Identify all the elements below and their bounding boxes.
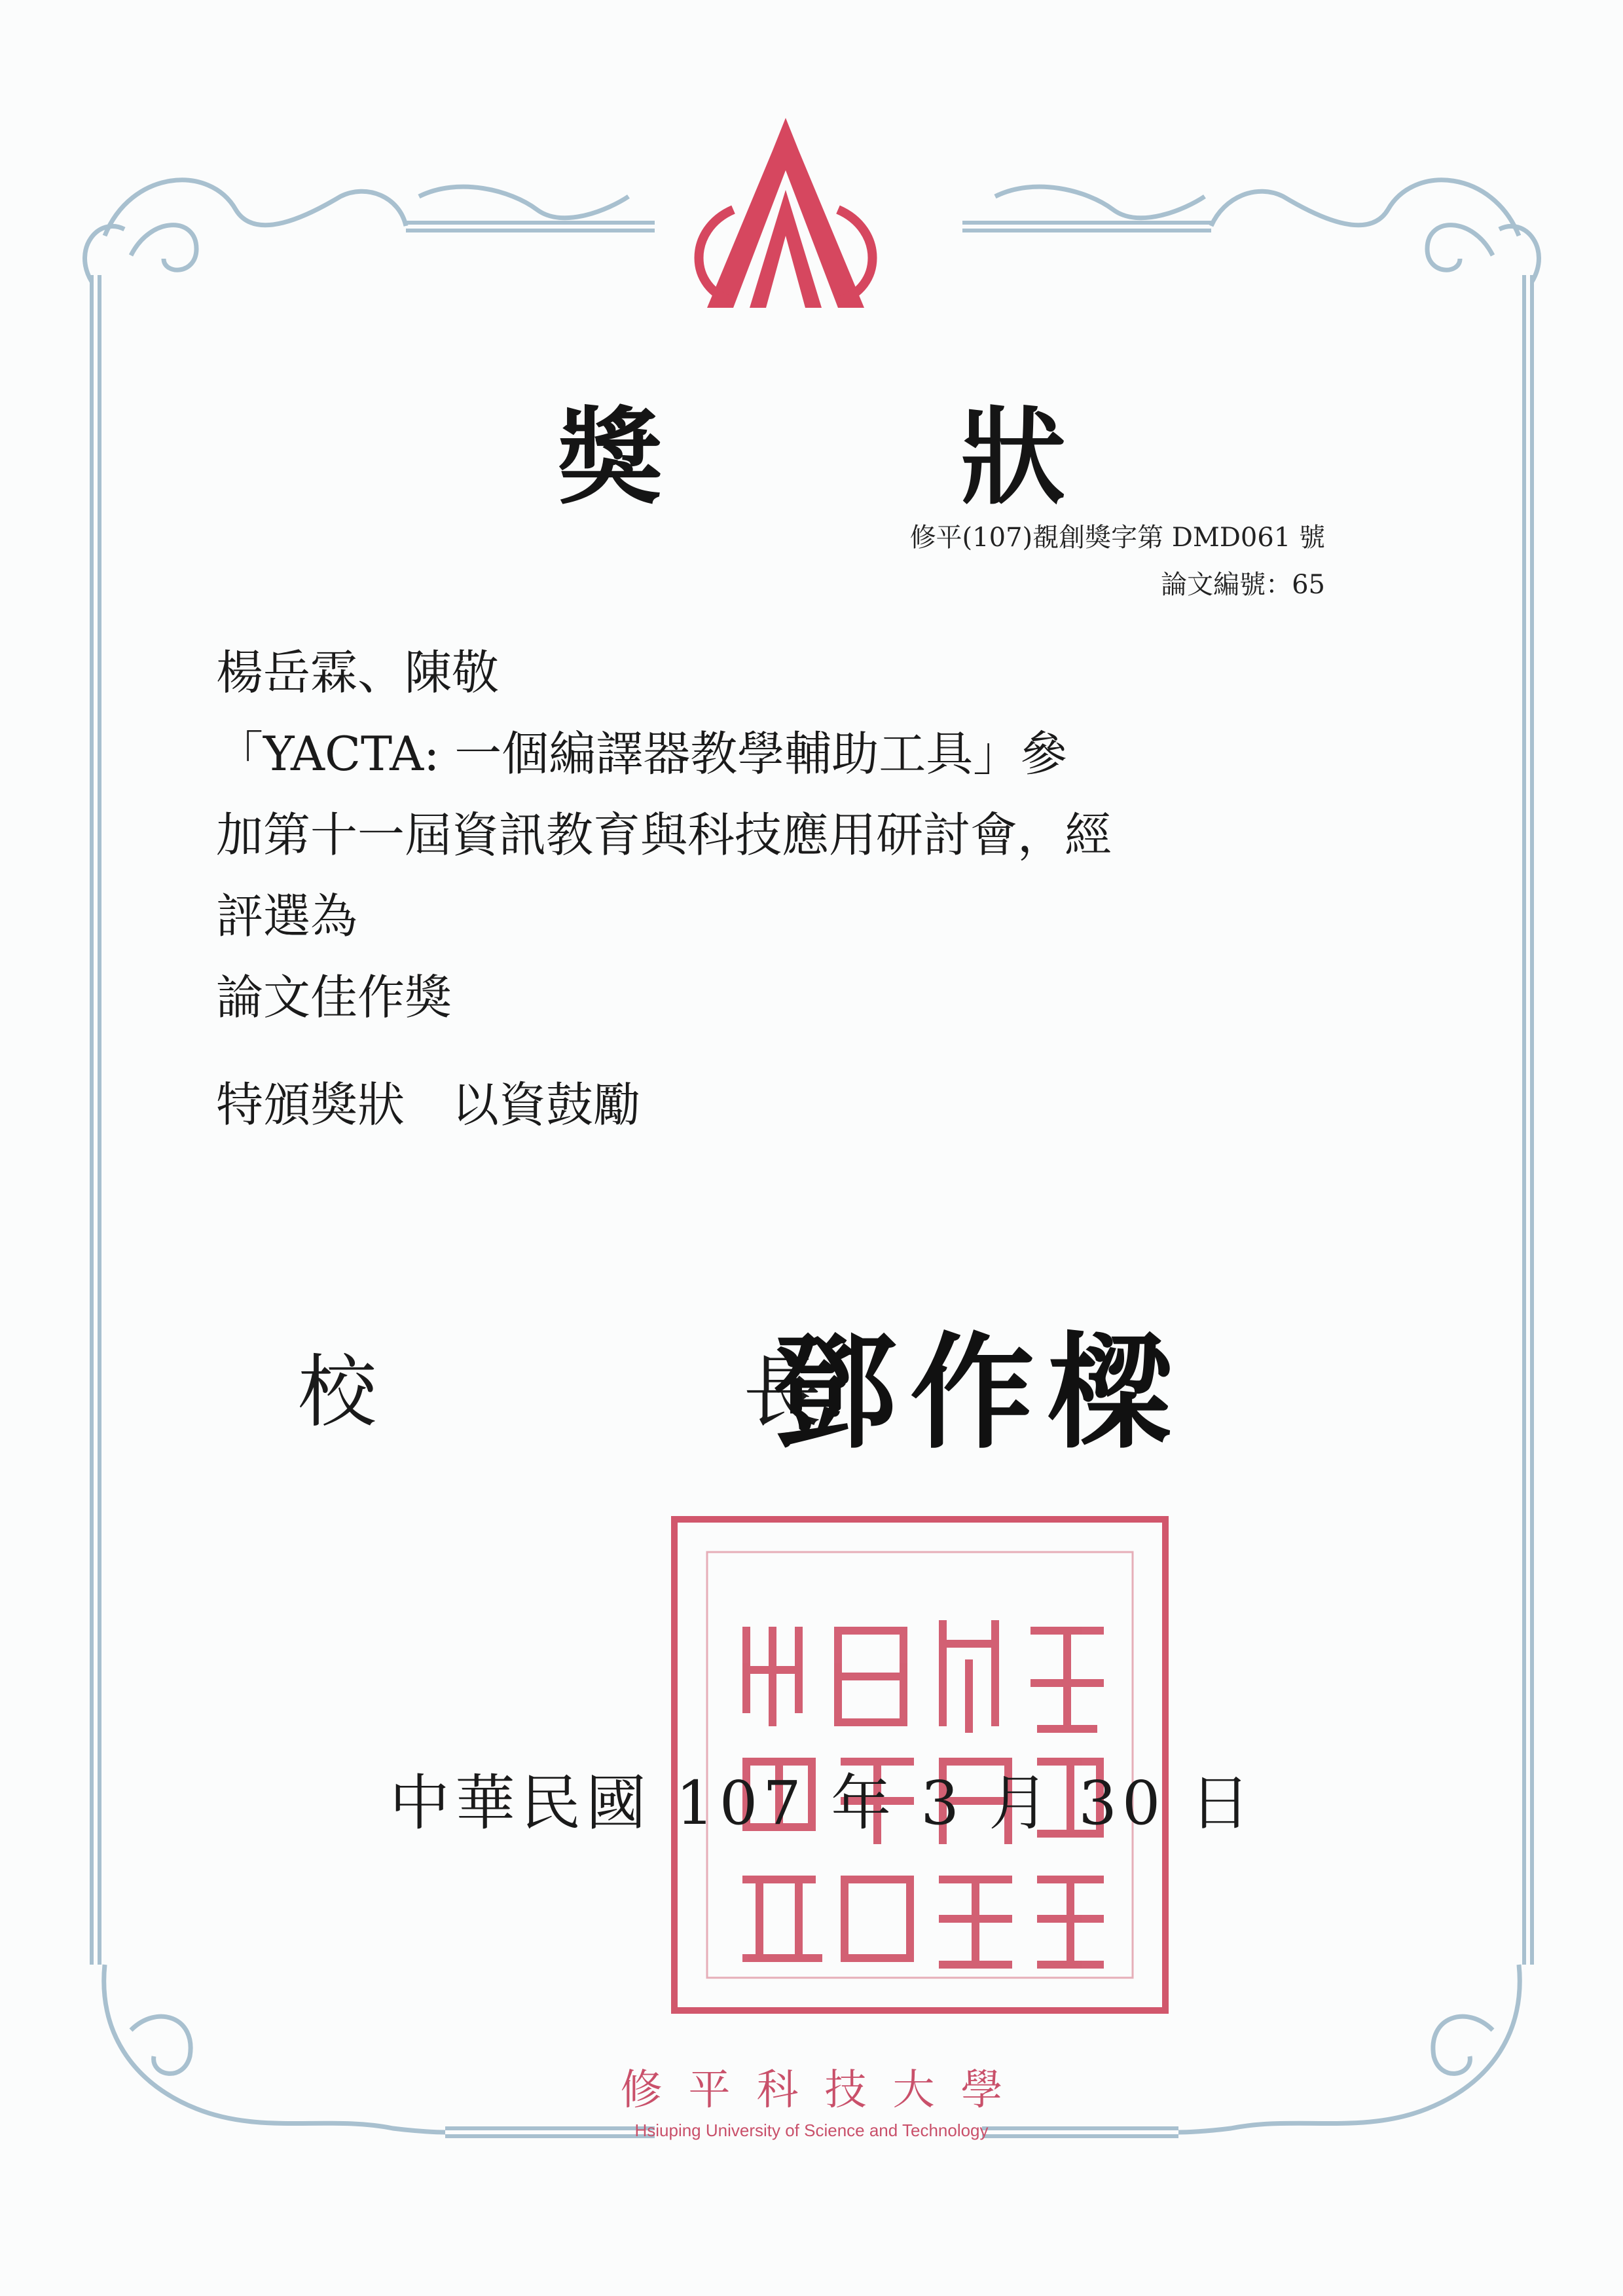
body-line: 評選為 — [216, 889, 358, 944]
reference-number — [910, 514, 1325, 608]
body-line: 加第十一屆資訊教育與科技應用研討會，經 — [216, 807, 1112, 862]
university-name-english: Hsiuping University of Science and Technology — [634, 2120, 989, 2140]
university-logo — [674, 111, 897, 321]
president-signature: 鄧作樑 — [773, 1320, 1186, 1466]
closing-text: 特頒獎狀 以資鼓勵 — [216, 1077, 641, 1132]
president-label: 校 長 — [298, 1347, 966, 1438]
paper-number: 論文編號：65 — [1161, 570, 1325, 600]
certificate-title: 獎 狀 — [557, 396, 1197, 519]
issue-date: 中華民國 107 年 3 月 30 日 — [390, 1768, 1256, 1838]
body-line: 「YACTA: 一個編譯器教學輔助工具」參 — [216, 726, 1068, 781]
certificate-body — [216, 632, 1355, 1145]
recipients: 楊岳霖、陳敬 — [216, 645, 500, 700]
document-number: 修平(107)覩創獎字第 DMD061 號 — [909, 523, 1325, 553]
award-name: 論文佳作獎 — [216, 970, 452, 1025]
university-name-chinese: 修平科技大學 — [620, 2066, 1029, 2115]
